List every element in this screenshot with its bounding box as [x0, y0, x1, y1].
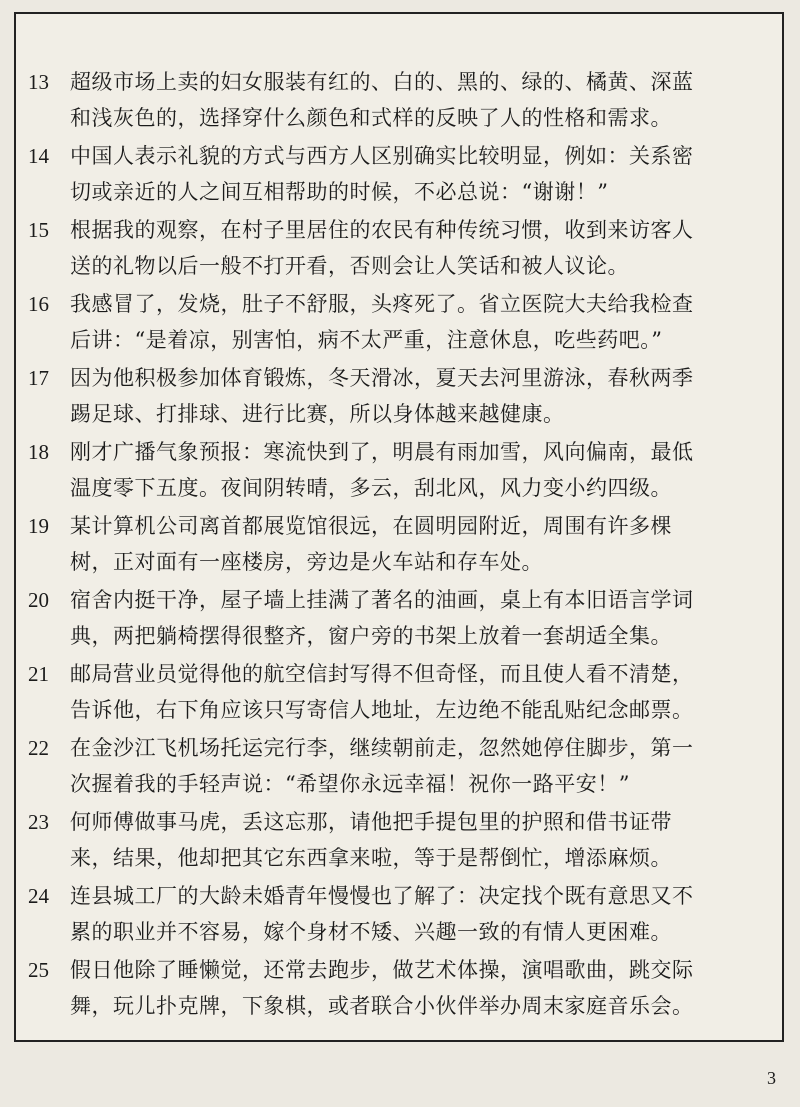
item-text-line: 告诉他，右下角应该只写寄信人地址，左边绝不能乱贴纪念邮票。 — [70, 698, 694, 722]
item-text-line: 和浅灰色的，选择穿什么颜色和式样的反映了人的性格和需求。 — [70, 106, 672, 130]
item-text-line: 次握着我的手轻声说：“希望你永远幸福！祝你一路平安！” — [70, 772, 630, 796]
page-number: 3 — [767, 1068, 776, 1088]
item-list — [24, 64, 776, 1026]
item-text — [70, 952, 776, 1024]
item-text-line: 后讲：“是着凉，别害怕，病不太严重，注意休息，吃些药吧。” — [70, 328, 663, 352]
list-item — [24, 64, 776, 136]
item-text-line: 某计算机公司离首都展览馆很远，在圆明园附近，周围有许多棵 — [70, 514, 672, 538]
list-item — [24, 138, 776, 210]
item-text — [70, 804, 776, 876]
list-item — [24, 656, 776, 728]
item-text — [70, 508, 776, 580]
list-item — [24, 212, 776, 284]
item-number: 13 — [28, 70, 49, 94]
item-text-line: 连县城工厂的大龄未婚青年慢慢也了解了：决定找个既有意思又不 — [70, 884, 694, 908]
list-item — [24, 286, 776, 358]
item-number: 15 — [28, 218, 49, 242]
item-text — [70, 582, 776, 654]
item-text-line: 温度零下五度。夜间阴转晴，多云，刮北风，风力变小约四级。 — [70, 476, 672, 500]
item-text — [70, 730, 776, 802]
item-number: 25 — [28, 958, 49, 982]
item-text — [70, 64, 776, 136]
item-text-line: 在金沙江飞机场托运完行李，继续朝前走，忽然她停住脚步，第一 — [70, 736, 694, 760]
item-text-line: 典，两把躺椅摆得很整齐，窗户旁的书架上放着一套胡适全集。 — [70, 624, 672, 648]
item-text — [70, 212, 776, 284]
item-text-line: 切或亲近的人之间互相帮助的时候，不必总说：“谢谢！” — [70, 180, 609, 204]
item-text-line: 根据我的观察，在村子里居住的农民有种传统习惯，收到来访客人 — [70, 218, 694, 242]
item-text-line: 中国人表示礼貌的方式与西方人区别确实比较明显，例如：关系密 — [70, 144, 694, 168]
item-text — [70, 360, 776, 432]
item-number: 19 — [28, 514, 49, 538]
item-number: 24 — [28, 884, 49, 908]
item-number: 22 — [28, 736, 49, 760]
item-text-line: 舞，玩儿扑克牌，下象棋，或者联合小伙伴举办周末家庭音乐会。 — [70, 994, 694, 1018]
item-text-line: 来，结果，他却把其它东西拿来啦，等于是帮倒忙，增添麻烦。 — [70, 846, 672, 870]
item-text — [70, 878, 776, 950]
item-text-line: 刚才广播气象预报：寒流快到了，明晨有雨加雪，风向偏南，最低 — [70, 440, 694, 464]
item-text — [70, 286, 776, 358]
item-text-line: 因为他积极参加体育锻炼，冬天滑冰，夏天去河里游泳，春秋两季 — [70, 366, 694, 390]
list-item — [24, 508, 776, 580]
item-number: 20 — [28, 588, 49, 612]
item-text — [70, 656, 776, 728]
item-text-line: 假日他除了睡懒觉，还常去跑步，做艺术体操，演唱歌曲，跳交际 — [70, 958, 694, 982]
item-number: 14 — [28, 144, 49, 168]
list-item — [24, 582, 776, 654]
list-item — [24, 878, 776, 950]
item-text-line: 我感冒了，发烧，肚子不舒服，头疼死了。省立医院大夫给我检查 — [70, 292, 694, 316]
list-item — [24, 434, 776, 506]
item-number: 21 — [28, 662, 49, 686]
item-text — [70, 434, 776, 506]
item-text-line: 树，正对面有一座楼房，旁边是火车站和存车处。 — [70, 550, 543, 574]
item-number: 16 — [28, 292, 49, 316]
item-number: 17 — [28, 366, 49, 390]
item-text-line: 送的礼物以后一般不打开看，否则会让人笑话和被人议论。 — [70, 254, 629, 278]
item-text-line: 踢足球、打排球、进行比赛，所以身体越来越健康。 — [70, 402, 565, 426]
item-text-line: 超级市场上卖的妇女服装有红的、白的、黑的、绿的、橘黄、深蓝 — [70, 70, 694, 94]
list-item — [24, 952, 776, 1024]
item-text-line: 邮局营业员觉得他的航空信封写得不但奇怪，而且使人看不清楚， — [70, 662, 694, 686]
item-text-line: 累的职业并不容易，嫁个身材不矮、兴趣一致的有情人更困难。 — [70, 920, 672, 944]
list-item — [24, 804, 776, 876]
item-number: 18 — [28, 440, 49, 464]
item-text-line: 何师傅做事马虎，丢这忘那，请他把手提包里的护照和借书证带 — [70, 810, 672, 834]
list-item — [24, 730, 776, 802]
list-item — [24, 360, 776, 432]
item-text-line: 宿舍内挺干净，屋子墙上挂满了著名的油画，桌上有本旧语言学词 — [70, 588, 694, 612]
item-text — [70, 138, 776, 210]
page-frame — [14, 12, 784, 1042]
item-number: 23 — [28, 810, 49, 834]
